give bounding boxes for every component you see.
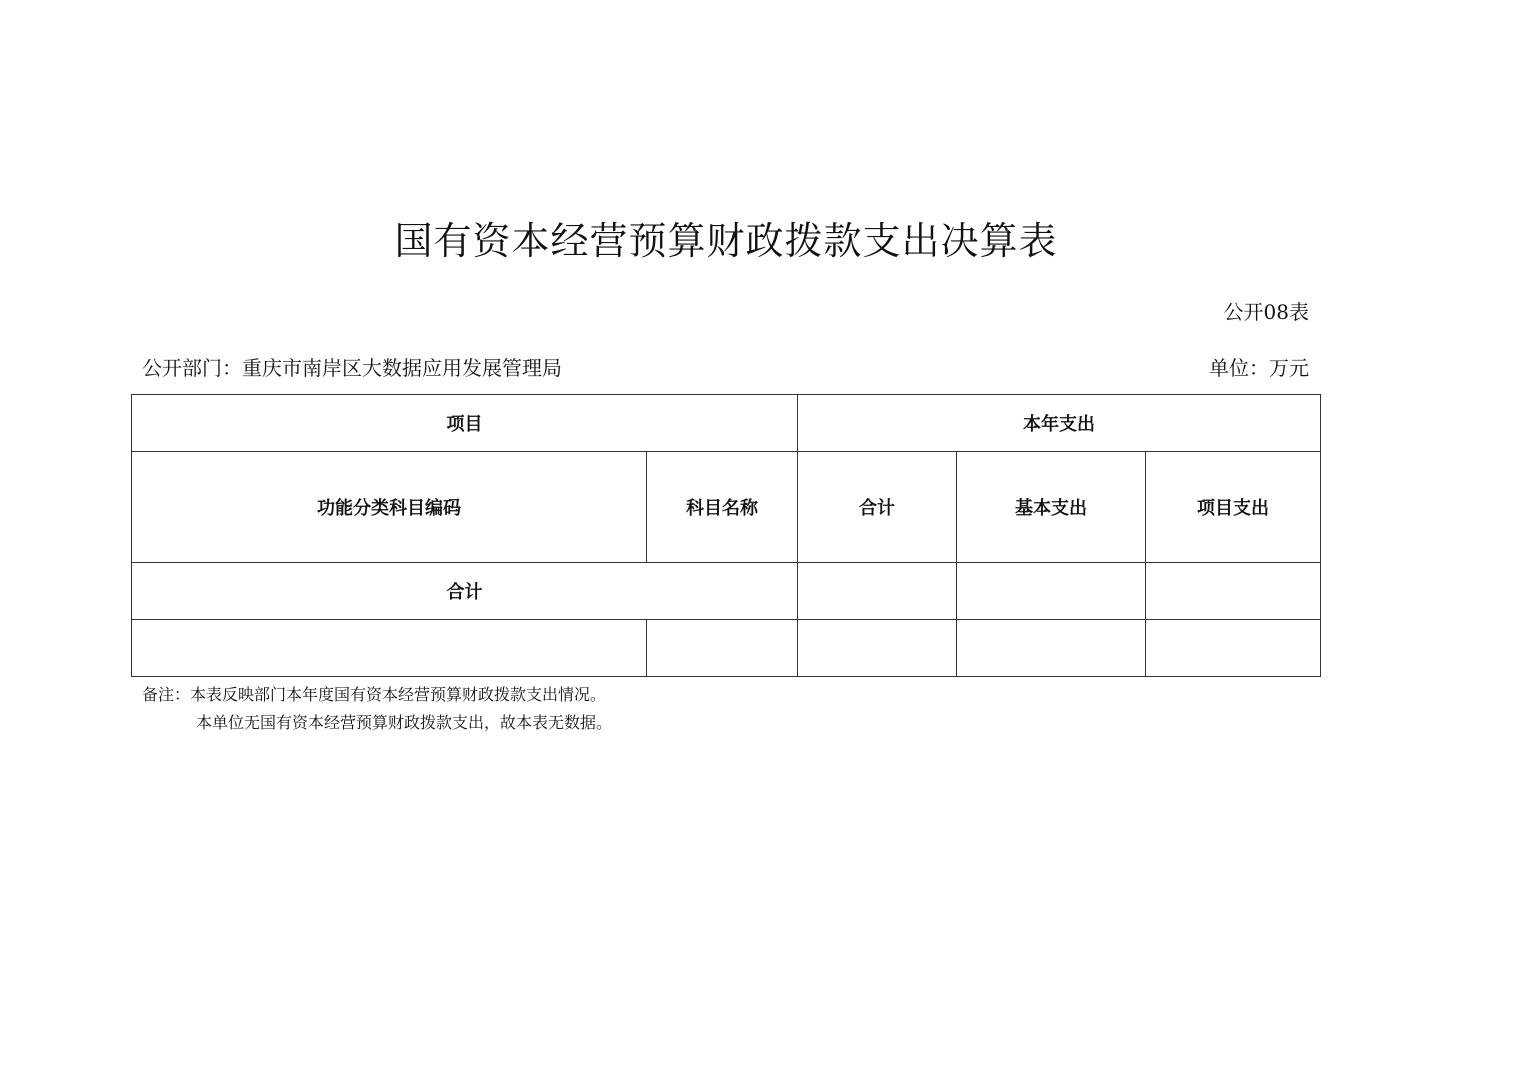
cell-name — [647, 620, 798, 677]
cell-project — [1146, 620, 1321, 677]
cell-total — [798, 620, 957, 677]
total-row-basic — [957, 563, 1146, 620]
table-header-row — [132, 395, 1321, 452]
col-header-code: 功能分类科目编码 — [132, 452, 647, 563]
total-row-label: 合计 — [132, 563, 798, 620]
col-header-name: 科目名称 — [647, 452, 798, 563]
department-label: 公开部门：重庆市南岸区大数据应用发展管理局 — [142, 356, 562, 380]
unit-label: 单位：万元 — [1209, 356, 1309, 380]
note-line-1: 备注：本表反映部门本年度国有资本经营预算财政拨款支出情况。 — [142, 685, 607, 704]
col-header-basic: 基本支出 — [957, 452, 1146, 563]
col-header-total: 合计 — [798, 452, 957, 563]
col-header-project: 项目支出 — [1146, 452, 1321, 563]
header-current-year: 本年支出 — [798, 395, 1321, 452]
total-row-project — [1146, 563, 1321, 620]
table-column-row — [132, 452, 1321, 563]
note-line-2: 本单位无国有资本经营预算财政拨款支出，故本表无数据。 — [196, 713, 613, 732]
total-row — [132, 563, 1321, 620]
notes — [142, 681, 612, 737]
header-project: 项目 — [132, 395, 798, 452]
total-row-total — [798, 563, 957, 620]
page-title: 国有资本经营预算财政拨款支出决算表 — [394, 219, 1058, 263]
table-row — [132, 620, 1321, 677]
cell-code — [132, 620, 647, 677]
form-code: 公开08表 — [1223, 300, 1309, 324]
cell-basic — [957, 620, 1146, 677]
budget-table — [131, 394, 1321, 677]
meta-row — [142, 352, 1309, 381]
